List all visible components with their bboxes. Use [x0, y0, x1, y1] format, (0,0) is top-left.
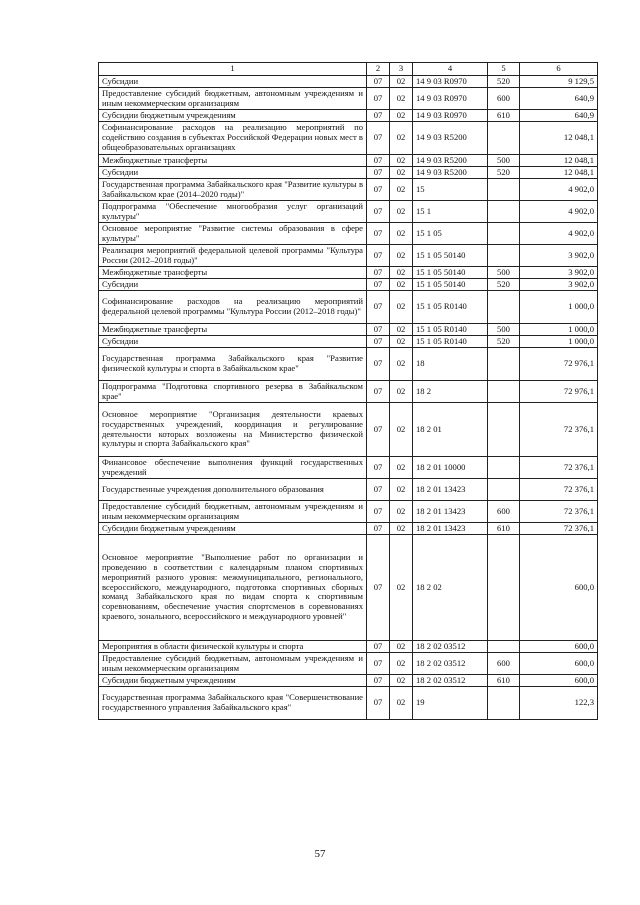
- amount-cell: 640,9: [520, 88, 598, 110]
- expense-type-cell: [488, 457, 520, 479]
- table-row: [99, 88, 598, 110]
- subsection-cell: 02: [390, 403, 413, 457]
- amount-cell: 640,9: [520, 110, 598, 122]
- subsection-cell: 02: [390, 179, 413, 201]
- amount-cell: 4 902,0: [520, 179, 598, 201]
- table-row: [99, 653, 598, 675]
- target-article-cell: 18 2 01 13423: [413, 523, 488, 535]
- subsection-cell: 02: [390, 641, 413, 653]
- subsection-cell: 02: [390, 501, 413, 523]
- table-row: [99, 76, 598, 88]
- target-article-cell: 18 2 01 13423: [413, 501, 488, 523]
- amount-cell: 1 000,0: [520, 291, 598, 324]
- target-article-cell: 15 1 05 R0140: [413, 336, 488, 348]
- row-name-cell: Субсидии бюджетным учреждениям: [99, 110, 367, 122]
- table-row: [99, 291, 598, 324]
- expense-type-cell: [488, 291, 520, 324]
- row-name-cell: Мероприятия в области физической культуры и спорта: [99, 641, 367, 653]
- amount-cell: 3 902,0: [520, 245, 598, 267]
- section-cell: 07: [367, 403, 390, 457]
- section-cell: 07: [367, 336, 390, 348]
- amount-cell: 1 000,0: [520, 324, 598, 336]
- expense-type-cell: 520: [488, 336, 520, 348]
- subsection-cell: 02: [390, 291, 413, 324]
- subsection-cell: 02: [390, 110, 413, 122]
- expense-type-cell: 520: [488, 76, 520, 88]
- row-name-cell: Государственная программа Забайкальского края "Развитие культуры в Забайкальском крае (2014–2020 годы)": [99, 179, 367, 201]
- subsection-cell: 02: [390, 155, 413, 167]
- expense-type-cell: [488, 535, 520, 641]
- subsection-cell: 02: [390, 675, 413, 687]
- target-article-cell: 14 9 03 R5200: [413, 122, 488, 155]
- row-name-cell: Субсидии бюджетным учреждениям: [99, 675, 367, 687]
- row-name-cell: Подпрограмма "Подготовка спортивного резерва в Забайкальском крае": [99, 381, 367, 403]
- subsection-cell: 02: [390, 223, 413, 245]
- table-row: [99, 155, 598, 167]
- table-row: [99, 501, 598, 523]
- row-name-cell: Субсидии: [99, 167, 367, 179]
- expense-type-cell: 500: [488, 155, 520, 167]
- table-row: [99, 348, 598, 381]
- target-article-cell: 18 2 01: [413, 403, 488, 457]
- expense-type-cell: 520: [488, 167, 520, 179]
- row-name-cell: Субсидии: [99, 279, 367, 291]
- row-name-cell: Софинансирование расходов на реализацию мероприятий федеральной целевой программы "Культура России (2012–2018 годы)": [99, 291, 367, 324]
- expense-type-cell: 610: [488, 110, 520, 122]
- target-article-cell: 14 9 03 R0970: [413, 76, 488, 88]
- row-name-cell: Основное мероприятие "Организация деятельности краевых государственных учреждений, координация и регулирование деятельности которых возложены на Министерство физической культуры и спорта Забайкальского края": [99, 403, 367, 457]
- row-name-cell: Межбюджетные трансферты: [99, 267, 367, 279]
- subsection-cell: 02: [390, 245, 413, 267]
- amount-cell: 3 902,0: [520, 279, 598, 291]
- table-row: [99, 223, 598, 245]
- subsection-cell: 02: [390, 479, 413, 501]
- table-row: [99, 479, 598, 501]
- target-article-cell: 15 1 05: [413, 223, 488, 245]
- subsection-cell: 02: [390, 201, 413, 223]
- amount-cell: 122,3: [520, 687, 598, 720]
- row-name-cell: Предоставление субсидий бюджетным, автономным учреждениям и иным некоммерческим организациям: [99, 501, 367, 523]
- header-cell: 5: [488, 63, 520, 76]
- section-cell: 07: [367, 267, 390, 279]
- section-cell: 07: [367, 381, 390, 403]
- section-cell: 07: [367, 179, 390, 201]
- amount-cell: 12 048,1: [520, 167, 598, 179]
- table-row: [99, 279, 598, 291]
- expense-type-cell: [488, 687, 520, 720]
- target-article-cell: 15: [413, 179, 488, 201]
- expense-type-cell: [488, 348, 520, 381]
- subsection-cell: 02: [390, 523, 413, 535]
- table-header-row: [99, 63, 598, 76]
- section-cell: 07: [367, 675, 390, 687]
- section-cell: 07: [367, 457, 390, 479]
- target-article-cell: 18: [413, 348, 488, 381]
- table-row: [99, 687, 598, 720]
- table-row: [99, 167, 598, 179]
- amount-cell: 72 376,1: [520, 501, 598, 523]
- amount-cell: 12 048,1: [520, 155, 598, 167]
- amount-cell: 1 000,0: [520, 336, 598, 348]
- amount-cell: 600,0: [520, 535, 598, 641]
- section-cell: 07: [367, 201, 390, 223]
- amount-cell: 12 048,1: [520, 122, 598, 155]
- row-name-cell: Межбюджетные трансферты: [99, 155, 367, 167]
- amount-cell: 72 376,1: [520, 523, 598, 535]
- amount-cell: 72 976,1: [520, 348, 598, 381]
- subsection-cell: 02: [390, 76, 413, 88]
- amount-cell: 72 976,1: [520, 381, 598, 403]
- expense-type-cell: [488, 403, 520, 457]
- subsection-cell: 02: [390, 457, 413, 479]
- amount-cell: 72 376,1: [520, 403, 598, 457]
- expense-type-cell: 520: [488, 279, 520, 291]
- target-article-cell: 18 2 02: [413, 535, 488, 641]
- budget-table: [98, 62, 598, 720]
- expense-type-cell: [488, 201, 520, 223]
- target-article-cell: 14 9 03 R0970: [413, 110, 488, 122]
- row-name-cell: Государственные учреждения дополнительного образования: [99, 479, 367, 501]
- table-row: [99, 201, 598, 223]
- table-body: [99, 63, 598, 720]
- section-cell: 07: [367, 122, 390, 155]
- section-cell: 07: [367, 155, 390, 167]
- amount-cell: 600,0: [520, 675, 598, 687]
- expense-type-cell: [488, 381, 520, 403]
- amount-cell: 4 902,0: [520, 223, 598, 245]
- expense-type-cell: 500: [488, 324, 520, 336]
- section-cell: 07: [367, 110, 390, 122]
- subsection-cell: 02: [390, 348, 413, 381]
- subsection-cell: 02: [390, 167, 413, 179]
- subsection-cell: 02: [390, 381, 413, 403]
- row-name-cell: Основное мероприятие "Выполнение работ по организации и проведению в соответствии с календарным планом спортивных мероприятий разного уровня: межмуниципального, регионального, всероссийского, международного, подготовка спортивных сборных команд Забайкальского края по видам спорта к спортивным соревнованиям, обеспечение участия спортсменов в соревнованиях краевого, зонального, всероссийского и международного уровней": [99, 535, 367, 641]
- table-row: [99, 523, 598, 535]
- section-cell: 07: [367, 653, 390, 675]
- section-cell: 07: [367, 641, 390, 653]
- row-name-cell: Основное мероприятие "Развитие системы образования в сфере культуры": [99, 223, 367, 245]
- row-name-cell: Межбюджетные трансферты: [99, 324, 367, 336]
- table-row: [99, 179, 598, 201]
- expense-type-cell: [488, 223, 520, 245]
- subsection-cell: 02: [390, 324, 413, 336]
- subsection-cell: 02: [390, 88, 413, 110]
- row-name-cell: Предоставление субсидий бюджетным, автономным учреждениям и иным некоммерческим организациям: [99, 88, 367, 110]
- target-article-cell: 15 1 05 50140: [413, 279, 488, 291]
- amount-cell: 600,0: [520, 641, 598, 653]
- table-row: [99, 403, 598, 457]
- target-article-cell: 18 2: [413, 381, 488, 403]
- expense-type-cell: [488, 245, 520, 267]
- section-cell: 07: [367, 291, 390, 324]
- table-row: [99, 110, 598, 122]
- expense-type-cell: [488, 641, 520, 653]
- subsection-cell: 02: [390, 653, 413, 675]
- target-article-cell: 18 2 02 03512: [413, 653, 488, 675]
- section-cell: 07: [367, 76, 390, 88]
- target-article-cell: 18 2 01 10000: [413, 457, 488, 479]
- row-name-cell: Реализация мероприятий федеральной целевой программы "Культура России (2012–2018 годы)": [99, 245, 367, 267]
- header-cell: 6: [520, 63, 598, 76]
- section-cell: 07: [367, 223, 390, 245]
- expense-type-cell: [488, 122, 520, 155]
- subsection-cell: 02: [390, 336, 413, 348]
- target-article-cell: 19: [413, 687, 488, 720]
- table-row: [99, 245, 598, 267]
- header-cell: 2: [367, 63, 390, 76]
- table-row: [99, 675, 598, 687]
- subsection-cell: 02: [390, 122, 413, 155]
- header-cell: 1: [99, 63, 367, 76]
- expense-type-cell: 600: [488, 501, 520, 523]
- target-article-cell: 15 1 05 50140: [413, 245, 488, 267]
- target-article-cell: 15 1: [413, 201, 488, 223]
- expense-type-cell: [488, 179, 520, 201]
- target-article-cell: 18 2 02 03512: [413, 675, 488, 687]
- table-row: [99, 122, 598, 155]
- section-cell: 07: [367, 479, 390, 501]
- subsection-cell: 02: [390, 279, 413, 291]
- page-number: 57: [314, 848, 326, 860]
- section-cell: 07: [367, 324, 390, 336]
- expense-type-cell: [488, 479, 520, 501]
- target-article-cell: 14 9 03 R5200: [413, 167, 488, 179]
- row-name-cell: Субсидии: [99, 336, 367, 348]
- table-row: [99, 267, 598, 279]
- amount-cell: 4 902,0: [520, 201, 598, 223]
- amount-cell: 72 376,1: [520, 457, 598, 479]
- table-row: [99, 324, 598, 336]
- row-name-cell: Субсидии: [99, 76, 367, 88]
- target-article-cell: 14 9 03 R5200: [413, 155, 488, 167]
- row-name-cell: Государственная программа Забайкальского края "Развитие физической культуры и спорта в Забайкальском крае": [99, 348, 367, 381]
- target-article-cell: 15 1 05 50140: [413, 267, 488, 279]
- row-name-cell: Подпрограмма "Обеспечение многообразия услуг организаций культуры": [99, 201, 367, 223]
- section-cell: 07: [367, 687, 390, 720]
- target-article-cell: 15 1 05 R0140: [413, 291, 488, 324]
- subsection-cell: 02: [390, 535, 413, 641]
- section-cell: 07: [367, 348, 390, 381]
- table-row: [99, 535, 598, 641]
- table-row: [99, 336, 598, 348]
- amount-cell: 600,0: [520, 653, 598, 675]
- section-cell: 07: [367, 523, 390, 535]
- section-cell: 07: [367, 245, 390, 267]
- header-cell: 4: [413, 63, 488, 76]
- subsection-cell: 02: [390, 267, 413, 279]
- amount-cell: 3 902,0: [520, 267, 598, 279]
- table-row: [99, 381, 598, 403]
- target-article-cell: 15 1 05 R0140: [413, 324, 488, 336]
- header-cell: 3: [390, 63, 413, 76]
- target-article-cell: 18 2 01 13423: [413, 479, 488, 501]
- target-article-cell: 18 2 02 03512: [413, 641, 488, 653]
- row-name-cell: Финансовое обеспечение выполнения функций государственных учреждений: [99, 457, 367, 479]
- row-name-cell: Субсидии бюджетным учреждениям: [99, 523, 367, 535]
- section-cell: 07: [367, 501, 390, 523]
- section-cell: 07: [367, 88, 390, 110]
- section-cell: 07: [367, 535, 390, 641]
- table-row: [99, 457, 598, 479]
- row-name-cell: Государственная программа Забайкальского края "Совершенствование государственного управления Забайкальского края": [99, 687, 367, 720]
- expense-type-cell: 600: [488, 653, 520, 675]
- expense-type-cell: 600: [488, 88, 520, 110]
- expense-type-cell: 610: [488, 675, 520, 687]
- row-name-cell: Софинансирование расходов на реализацию мероприятий по содействию создания в субъектах Российской Федерации новых мест в общеобразовательных организациях: [99, 122, 367, 155]
- subsection-cell: 02: [390, 687, 413, 720]
- section-cell: 07: [367, 279, 390, 291]
- section-cell: 07: [367, 167, 390, 179]
- row-name-cell: Предоставление субсидий бюджетным, автономным учреждениям и иным некоммерческим организациям: [99, 653, 367, 675]
- target-article-cell: 14 9 03 R0970: [413, 88, 488, 110]
- amount-cell: 72 376,1: [520, 479, 598, 501]
- expense-type-cell: 500: [488, 267, 520, 279]
- table-row: [99, 641, 598, 653]
- amount-cell: 9 129,5: [520, 76, 598, 88]
- expense-type-cell: 610: [488, 523, 520, 535]
